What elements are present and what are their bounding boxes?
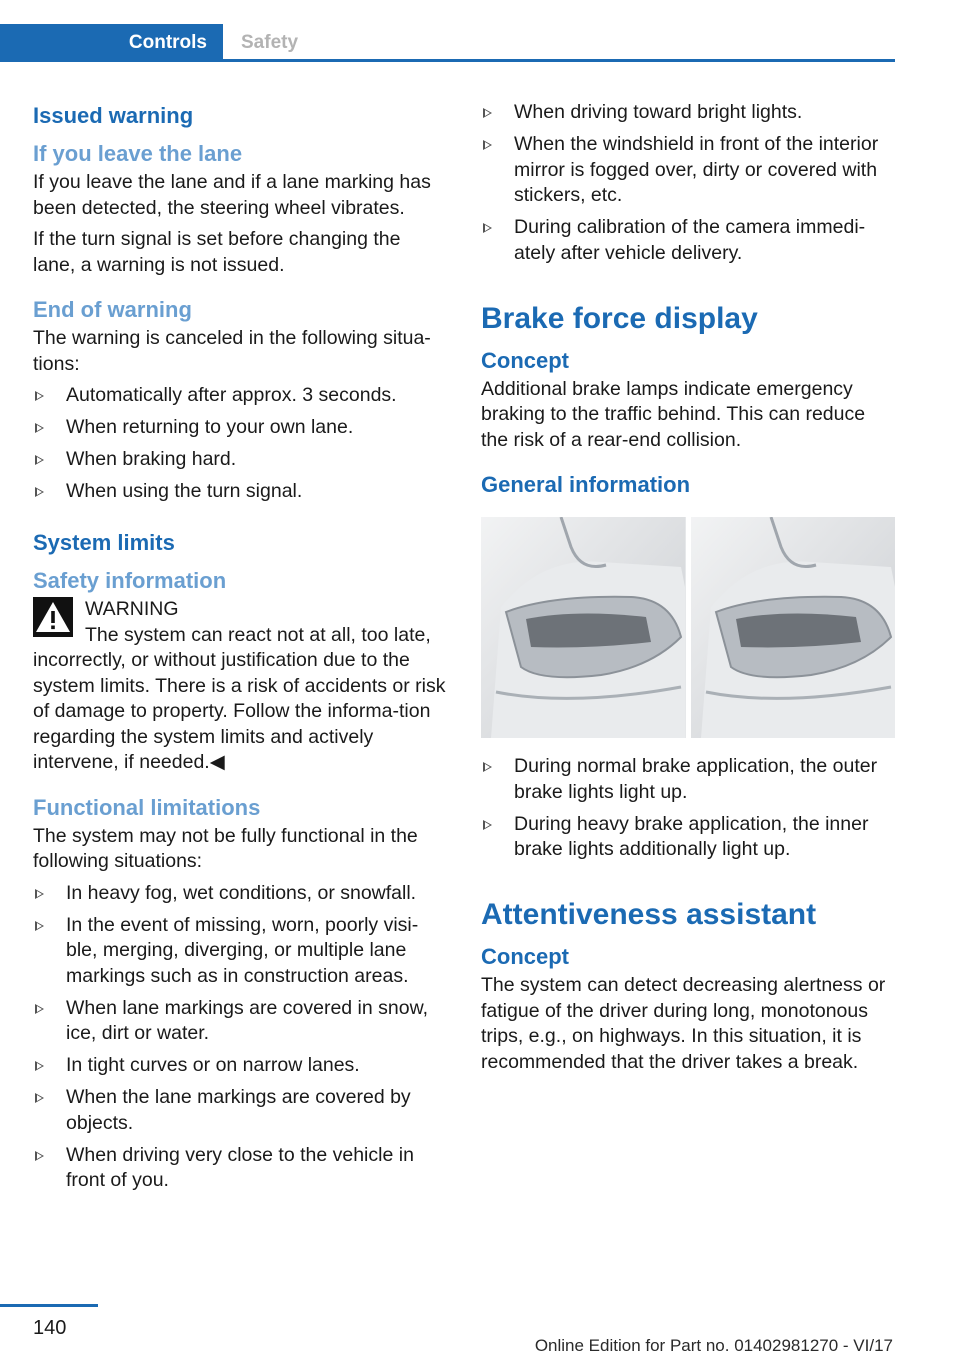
heading-end-of-warning: End of warning [33, 297, 192, 322]
leave-lane-paragraph-2: If the turn signal is set before changing the lane, a warning is not issued. [33, 228, 401, 276]
list-item: During calibration of the camera immedi‐ately after vehicle delivery. [481, 215, 895, 266]
header-rule [223, 59, 895, 62]
brake-lights-list [481, 754, 895, 863]
triangle-bullet-icon [35, 1004, 44, 1014]
heading-safety-information: Safety information [33, 568, 227, 593]
triangle-bullet-icon [35, 455, 44, 465]
heading-concept: Concept [481, 347, 569, 373]
triangle-bullet-icon [35, 1093, 44, 1103]
heading-attentiveness-assistant: Attentiveness assistant [481, 898, 817, 931]
list-item: In the event of missing, worn, poorly visi‐ble, merging, diverging, or multiple lane markings such as in construction areas. [33, 913, 447, 990]
functional-paragraph: The system may not be fully functional in the following situations: [33, 824, 418, 872]
list-item: When driving very close to the vehicle in front of you. [33, 1143, 447, 1194]
list-item: Automatically after approx. 3 seconds. [33, 383, 447, 409]
end-warning-paragraph: The warning is canceled in the following situa‐tions: [33, 327, 431, 375]
triangle-bullet-icon [483, 140, 492, 150]
list-item: During heavy brake application, the inner brake lights additionally light up. [481, 812, 895, 863]
warning-label: WARNING [85, 598, 179, 620]
end-warning-list [33, 383, 447, 505]
list-item: In heavy fog, wet conditions, or snowfall. [33, 881, 447, 907]
triangle-bullet-icon [483, 762, 492, 772]
heading-issued-warning: Issued warning [33, 103, 194, 128]
list-item: In tight curves or on narrow lanes. [33, 1053, 447, 1079]
heading-leave-lane: If you leave the lane [33, 141, 243, 166]
limitations-list-continued [481, 100, 895, 266]
triangle-bullet-icon [35, 1151, 44, 1161]
right-column [481, 100, 895, 1075]
heading-general-information: General information [481, 472, 691, 497]
page-number: 140 [33, 1317, 67, 1339]
list-item: When the lane markings are covered by objects. [33, 1085, 447, 1136]
list-item: When using the turn signal. [33, 479, 447, 505]
functional-list [33, 881, 447, 1194]
brake-lights-illustration [481, 517, 895, 738]
list-item: When braking hard. [33, 447, 447, 473]
heading-concept-2: Concept [481, 944, 569, 969]
attentiveness-paragraph: The system can detect decreasing alertness or fatigue of the driver during long, monotonous trips, e.g., on highways. In this situation, it is recommended that the driver takes a break. [481, 974, 886, 1073]
triangle-bullet-icon [483, 820, 492, 830]
tail-light-normal-image [481, 517, 686, 738]
warning-text-first: The system can react not at all, too late, [85, 623, 431, 646]
chapter-tabs [0, 24, 895, 62]
heading-system-limits: System limits [33, 530, 175, 555]
triangle-bullet-icon [35, 423, 44, 433]
list-item: During normal brake application, the outer brake lights light up. [481, 754, 895, 805]
triangle-bullet-icon [483, 108, 492, 118]
triangle-bullet-icon [483, 223, 492, 233]
warning-text-rest: incorrectly, or without justification due to the system limits. There is a risk of accidents or risk of damage to property. Follow the informa‐tion regarding the system limits and actively intervene, if needed.◀ [33, 649, 446, 773]
triangle-bullet-icon [35, 921, 44, 931]
list-item: When returning to your own lane. [33, 415, 447, 441]
left-column [33, 100, 447, 1200]
triangle-bullet-icon [35, 487, 44, 497]
tab-safety[interactable]: Safety [241, 32, 299, 53]
list-item: When driving toward bright lights. [481, 100, 895, 126]
tail-light-heavy-image [691, 517, 896, 738]
heading-functional-limitations: Functional limitations [33, 794, 261, 820]
tab-controls[interactable]: Controls [0, 24, 223, 62]
warning-block [33, 597, 447, 776]
warning-triangle-icon [33, 597, 73, 637]
footer-rule [0, 1304, 98, 1307]
triangle-bullet-icon [35, 889, 44, 899]
leave-lane-paragraph-1: If you leave the lane and if a lane marking has been detected, the steering wheel vibrates. [33, 171, 431, 219]
list-item: When the windshield in front of the interior mirror is fogged over, dirty or covered with stickers, etc. [481, 132, 895, 209]
triangle-bullet-icon [35, 391, 44, 401]
list-item: When lane markings are covered in snow, ice, dirt or water. [33, 996, 447, 1047]
brake-concept-paragraph: Additional brake lamps indicate emergency braking to the traffic behind. This can reduce the risk of a rear-end collision. [481, 377, 866, 451]
heading-brake-force-display: Brake force display [481, 301, 758, 335]
edition-note: Online Edition for Part no. 01402981270 - VI/17 [534, 1336, 893, 1355]
triangle-bullet-icon [35, 1061, 44, 1071]
